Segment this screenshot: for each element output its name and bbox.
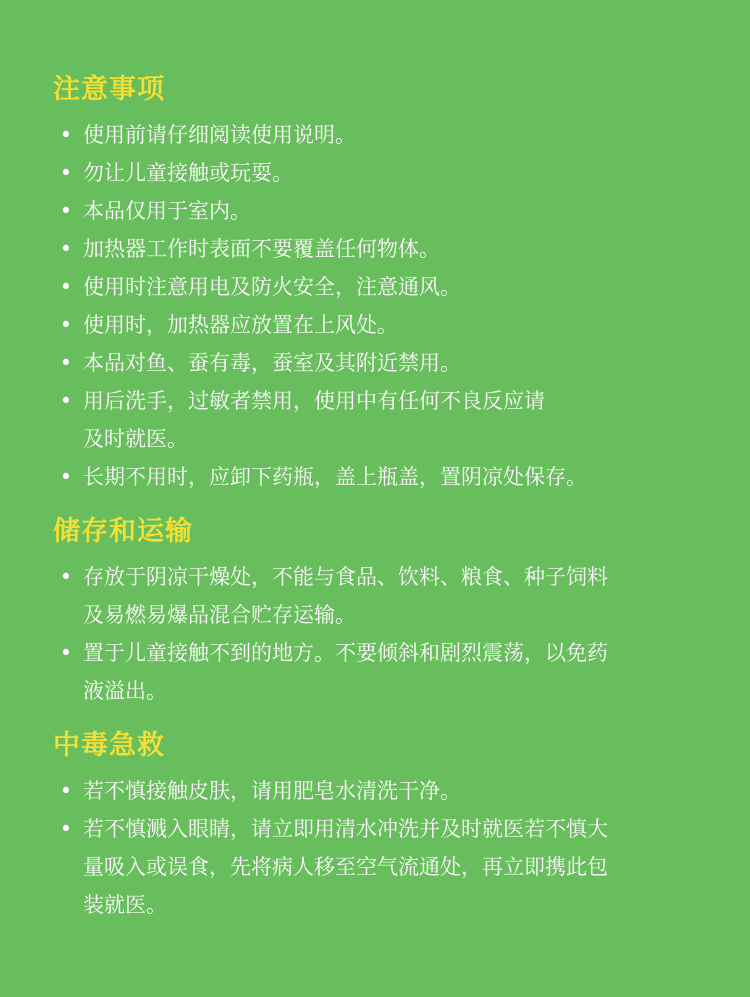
bullet-icon: • bbox=[59, 123, 73, 147]
storage-transport-section bbox=[53, 512, 710, 710]
list-item bbox=[53, 772, 710, 810]
item-text: 长期不用时，应卸下药瓶，盖上瓶盖，置阴凉处保存。 bbox=[83, 465, 587, 489]
bullet-icon: • bbox=[59, 565, 73, 589]
precautions-list bbox=[53, 116, 710, 496]
list-item bbox=[53, 634, 710, 710]
list-item bbox=[53, 154, 710, 192]
poisoning-first-aid-section bbox=[53, 726, 710, 924]
bullet-icon: • bbox=[59, 817, 73, 841]
list-item bbox=[53, 268, 710, 306]
item-text: 勿让儿童接触或玩耍。 bbox=[83, 161, 293, 185]
storage-transport-list bbox=[53, 558, 710, 710]
item-text: 使用前请仔细阅读使用说明。 bbox=[83, 123, 356, 147]
list-item bbox=[53, 344, 710, 382]
list-item bbox=[53, 230, 710, 268]
list-item bbox=[53, 192, 710, 230]
list-item bbox=[53, 810, 710, 924]
item-text: 使用时注意用电及防火安全，注意通风。 bbox=[83, 275, 461, 299]
section-title: 储存和运输 bbox=[53, 516, 193, 547]
item-text: 置于儿童接触不到的地方。不要倾斜和剧烈震荡，以免药 液溢出。 bbox=[83, 641, 608, 703]
bullet-icon: • bbox=[59, 237, 73, 261]
item-text: 存放于阴凉干燥处，不能与食品、饮料、粮食、种子饲料 及易燃易爆品混合贮存运输。 bbox=[83, 565, 608, 627]
list-item bbox=[53, 558, 710, 634]
list-item bbox=[53, 458, 710, 496]
item-text: 用后洗手，过敏者禁用，使用中有任何不良反应请 及时就医。 bbox=[83, 389, 545, 451]
bullet-icon: • bbox=[59, 465, 73, 489]
item-text: 使用时，加热器应放置在上风处。 bbox=[83, 313, 398, 337]
item-text: 若不慎溅入眼睛，请立即用清水冲洗并及时就医若不慎大 量吸入或误食，先将病人移至空气流通处，再立即携此包 装就医。 bbox=[83, 817, 608, 917]
item-text: 若不慎接触皮肤，请用肥皂水清洗干净。 bbox=[83, 779, 461, 803]
list-item bbox=[53, 116, 710, 154]
bullet-icon: • bbox=[59, 199, 73, 223]
item-text: 本品对鱼、蚕有毒，蚕室及其附近禁用。 bbox=[83, 351, 461, 375]
bullet-icon: • bbox=[59, 161, 73, 185]
bullet-icon: • bbox=[59, 275, 73, 299]
item-text: 加热器工作时表面不要覆盖任何物体。 bbox=[83, 237, 440, 261]
section-title: 中毒急救 bbox=[53, 730, 165, 761]
bullet-icon: • bbox=[59, 779, 73, 803]
first-aid-list bbox=[53, 772, 710, 924]
precautions-section bbox=[53, 70, 710, 496]
item-text: 本品仅用于室内。 bbox=[83, 199, 251, 223]
section-title: 注意事项 bbox=[53, 74, 165, 105]
list-item bbox=[53, 382, 710, 458]
bullet-icon: • bbox=[59, 389, 73, 413]
list-item bbox=[53, 306, 710, 344]
bullet-icon: • bbox=[59, 351, 73, 375]
bullet-icon: • bbox=[59, 313, 73, 337]
bullet-icon: • bbox=[59, 641, 73, 665]
